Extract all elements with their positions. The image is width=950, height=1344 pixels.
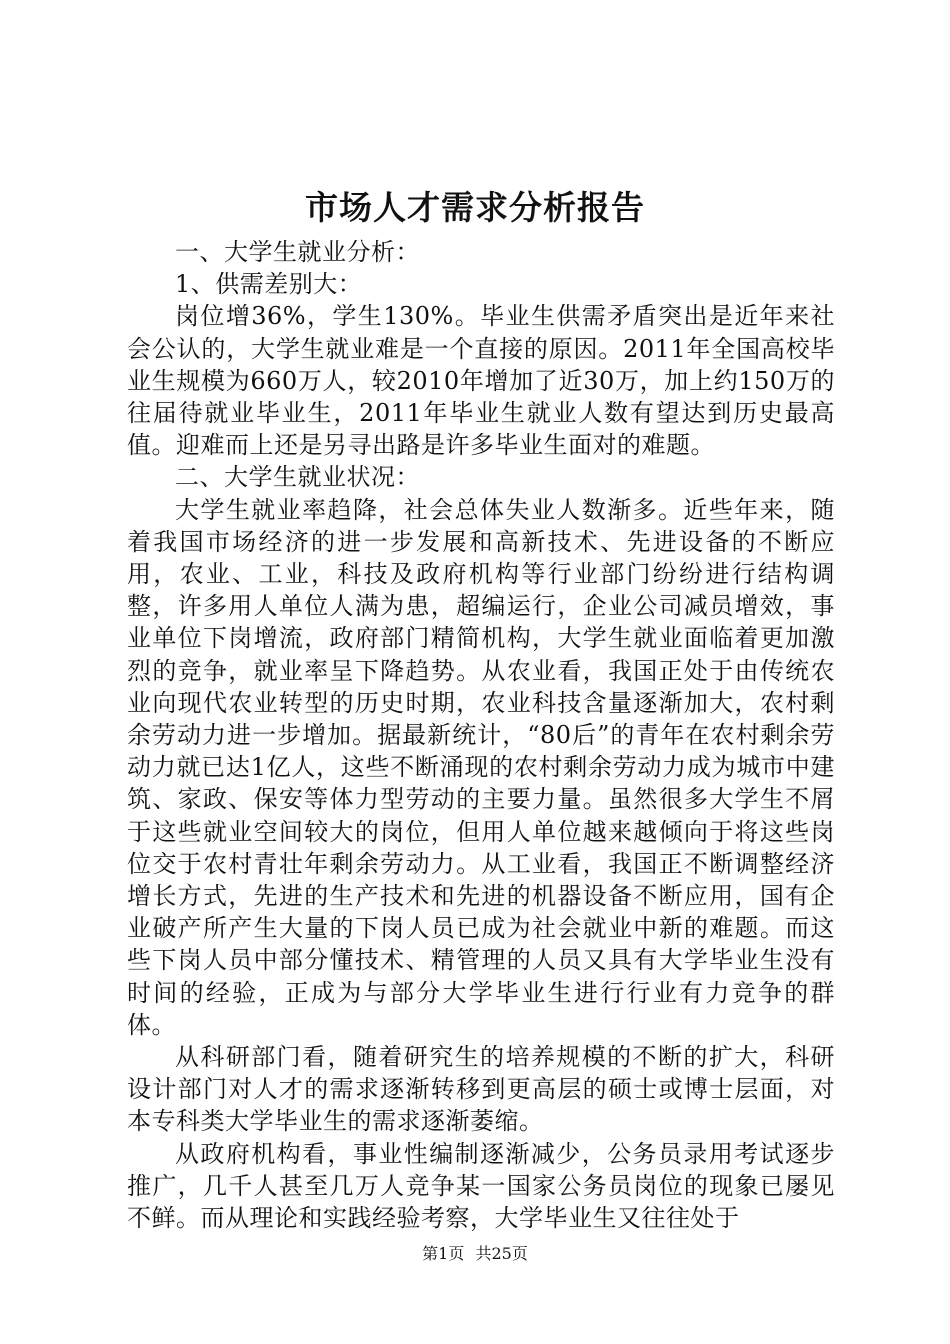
section-heading-1: 一、大学生就业分析： [175, 238, 420, 266]
page-total: 共25页 [475, 1244, 528, 1263]
document-title: 市场人才需求分析报告 [305, 188, 645, 227]
paragraph: 岗位增36%，学生130%。毕业生供需矛盾突出是近年来社会公认的，大学生就业难是一个直接的原因。2011年全国高校毕业生规模为660万人，较2010年增加了近30万，加上约150万的往届待就业毕业生，2011年毕业生就业人数有望达到历史最高值。迎难而上还是另寻出路是许多毕业生面对的难题。 [127, 302, 835, 460]
paragraph: 大学生就业率趋降，社会总体失业人数渐多。近些年来，随着我国市场经济的进一步发展和高新技术、先进设备的不断应用，农业、工业，科技及政府机构等行业部门纷纷进行结构调整，许多用人单位人满为患，超编运行，企业公司减员增效，事业单位下岗增流，政府部门精简机构，大学生就业面临着更加激烈的竞争，就业率呈下降趋势。从农业看，我国正处于由传统农业向现代农业转型的历史时期，农业科技含量逐渐加大，农村剩余劳动力进一步增加。据最新统计，“80后”的青年在农村剩余劳动力就已达1亿人，这些不断涌现的农村剩余劳动力成为城市中建筑、家政、保安等体力型劳动的主要力量。虽然很多大学生不屑于这些就业空间较大的岗位，但用人单位越来越倾向于将这些岗位交于农村青壮年剩余劳动力。从工业看，我国正不断调整经济增长方式，先进的生产技术和先进的机器设备不断应用，国有企业破产所产生大量的下岗人员已成为社会就业中新的难题。而这些下岗人员中部分懂技术、精管理的人员又具有大学毕业生没有时间的经验，正成为与部分大学毕业生进行行业有力竞争的群体。 [127, 495, 835, 1039]
subsection-heading-1: 1、供需差别大： [175, 270, 363, 299]
page-footer [0, 1244, 950, 1264]
paragraph: 从政府机构看，事业性编制逐渐减少，公务员录用考试逐步推广，几千人甚至几万人竞争某一国家公务员岗位的现象已屡见不鲜。而从理论和实践经验考察，大学毕业生又往往处于 [127, 1139, 835, 1233]
page-number: 第1页 [422, 1244, 465, 1263]
paragraph: 从科研部门看，随着研究生的培养规模的不断的扩大，科研设计部门对人才的需求逐渐转移到更高层的硕士或博士层面，对本专科类大学毕业生的需求逐渐萎缩。 [127, 1043, 835, 1136]
section-heading-2: 二、大学生就业状况： [175, 463, 420, 492]
document-body [127, 236, 835, 1234]
